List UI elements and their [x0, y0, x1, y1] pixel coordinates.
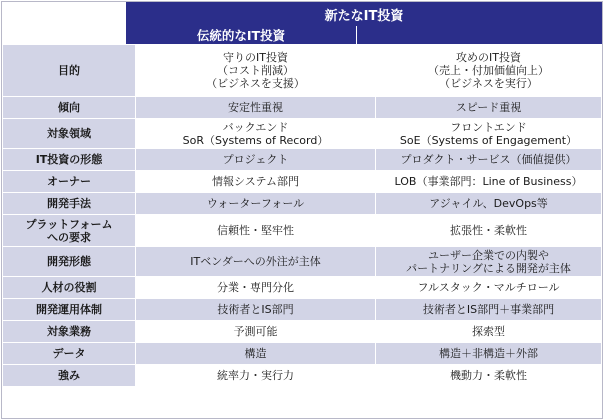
traditional-value: 技術者とIS部門 — [217, 303, 294, 316]
traditional-cell — [136, 215, 376, 247]
traditional-value: バックエンド SoR（Systems of Record） — [182, 120, 329, 147]
traditional-cell — [136, 343, 376, 365]
new-value: フルスタック・マルチロール — [417, 281, 560, 294]
row-label: IT投資の形態 — [35, 153, 103, 166]
traditional-value: 分業・専門分化 — [217, 281, 294, 294]
row-label-cell — [3, 97, 136, 119]
new-cell — [376, 171, 602, 193]
row-label: データ — [52, 347, 86, 360]
header-new-it-investment: 新たなIT投資 — [126, 2, 602, 26]
row-label: 対象領域 — [47, 127, 91, 140]
traditional-value: 守りのIT投資 （コスト削減） （ビジネスを支援） — [206, 51, 305, 90]
table-row — [3, 193, 602, 215]
new-value: 機動力・柔軟性 — [450, 369, 527, 382]
new-value: LOB（事業部門：Line of Business） — [394, 175, 583, 188]
row-label: 開発形態 — [47, 255, 91, 268]
row-label-cell — [3, 193, 136, 215]
row-label: 傾向 — [58, 101, 80, 114]
table-row — [3, 171, 602, 193]
row-label-cell — [3, 321, 136, 343]
table-row — [3, 365, 602, 387]
row-label-cell — [3, 247, 136, 277]
new-cell — [376, 247, 602, 277]
subheader-blank-cell — [2, 26, 126, 44]
traditional-cell — [136, 45, 376, 97]
row-label-cell — [3, 215, 136, 247]
row-label: オーナー — [47, 175, 91, 188]
row-label-cell — [3, 299, 136, 321]
new-cell — [376, 45, 602, 97]
subheader-row — [2, 26, 602, 44]
traditional-value: ウォーターフォール — [206, 197, 305, 210]
traditional-cell — [136, 97, 376, 119]
new-cell — [376, 215, 602, 247]
new-cell — [376, 149, 602, 171]
new-cell — [376, 277, 602, 299]
new-value: 拡張性・柔軟性 — [450, 224, 527, 237]
table-row — [3, 247, 602, 277]
row-label-cell — [3, 277, 136, 299]
traditional-cell — [136, 119, 376, 149]
row-label: 目的 — [58, 64, 80, 77]
row-label-cell — [3, 149, 136, 171]
traditional-cell — [136, 365, 376, 387]
new-cell — [376, 97, 602, 119]
row-label: 対象業務 — [47, 325, 91, 338]
row-label: 開発手法 — [47, 197, 91, 210]
new-value: 探索型 — [472, 325, 505, 338]
row-label-cell — [3, 365, 136, 387]
row-label-cell — [3, 45, 136, 97]
subheader-traditional-it-investment: 伝統的なIT投資 — [126, 26, 357, 44]
new-value: プロダクト・サービス（価値提供） — [400, 153, 577, 166]
traditional-value: 統率力・実行力 — [217, 369, 294, 382]
traditional-value: 構造 — [244, 347, 267, 360]
traditional-cell — [136, 299, 376, 321]
new-value: フロントエンド SoE（Systems of Engagement） — [399, 120, 578, 147]
table-row — [3, 149, 602, 171]
new-value: 構造＋非構造＋外部 — [439, 347, 538, 360]
row-label-cell — [3, 171, 136, 193]
traditional-value: 予測可能 — [233, 325, 278, 338]
traditional-cell — [136, 321, 376, 343]
table-row — [3, 45, 602, 97]
table-row — [3, 343, 602, 365]
table-row — [3, 97, 602, 119]
traditional-cell — [136, 193, 376, 215]
table-row — [3, 277, 602, 299]
header-row — [2, 2, 602, 26]
subheader-new-fill — [357, 26, 602, 44]
row-label-cell — [3, 119, 136, 149]
traditional-cell — [136, 149, 376, 171]
traditional-value: 安定性重視 — [228, 101, 283, 114]
traditional-cell — [136, 171, 376, 193]
new-value: 技術者とIS部門＋事業部門 — [422, 303, 555, 316]
new-cell — [376, 365, 602, 387]
table-row — [3, 215, 602, 247]
table-row — [3, 299, 602, 321]
new-value: ユーザー企業での内製や パートナリングによる開発が主体 — [406, 248, 571, 275]
traditional-value: 信頼性・堅牢性 — [217, 224, 294, 237]
new-cell — [376, 119, 602, 149]
traditional-value: 情報システム部門 — [212, 175, 299, 188]
traditional-cell — [136, 247, 376, 277]
new-cell — [376, 193, 602, 215]
traditional-cell — [136, 277, 376, 299]
row-label-cell — [3, 343, 136, 365]
new-value: 攻めのIT投資 （売上・付加価値向上） （ビジネスを実行） — [428, 51, 549, 90]
new-cell — [376, 343, 602, 365]
header-blank-cell — [2, 2, 126, 26]
new-value: アジャイル、DevOps等 — [429, 197, 548, 210]
table-row — [3, 119, 602, 149]
new-cell — [376, 299, 602, 321]
new-value: スピード重視 — [455, 101, 522, 114]
traditional-value: ITベンダーへの外注が主体 — [190, 255, 321, 268]
row-label: プラットフォーム への要求 — [25, 217, 113, 244]
comparison-table-frame — [1, 1, 603, 419]
row-label: 強み — [58, 369, 80, 382]
comparison-table — [2, 44, 602, 387]
traditional-value: プロジェクト — [222, 153, 289, 166]
table-row — [3, 321, 602, 343]
row-label: 開発運用体制 — [36, 303, 102, 316]
new-cell — [376, 321, 602, 343]
row-label: 人材の役割 — [41, 281, 97, 294]
